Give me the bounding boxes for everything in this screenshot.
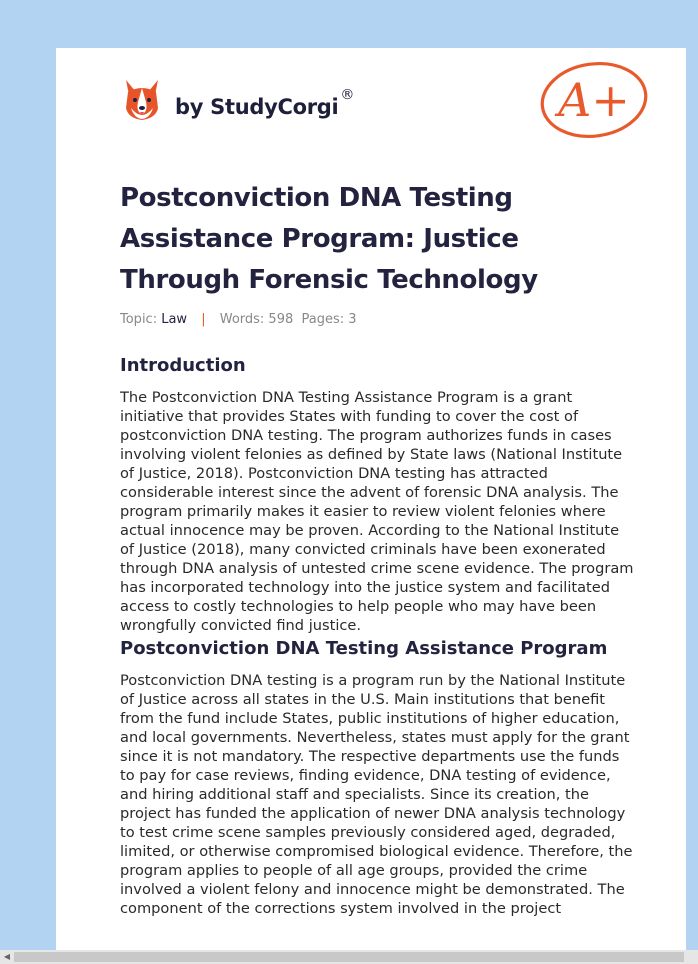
section-heading-introduction: Introduction [120,355,246,376]
topic-label: Topic: [120,312,158,327]
meta-separator: | [201,312,206,327]
article-meta [120,312,357,327]
registered-mark: ® [340,87,355,103]
word-count: Words: 598 [219,312,294,327]
grade-text: A+ [558,73,630,127]
section-text-program: Postconviction DNA testing is a program run by the National Institute of Justice across all states in the U.S. Main institutions that benefit from the fund include States, public institutions of higher education, and local governments. Nevertheless, states must apply for the grant since it is not mandatory. The respective departments use the funds to pay for case reviews, finding evidence, DNA testing of evidence, and hiring additional staff and specialists. Since its creation, the project has funded the application of newer DNA analysis technology to test crime scene samples previously considered aged, degraded, limited, or otherwise compromised biological evidence. Therefore, the program applies to people of all age groups, provided the crime involved a violent felony and innocence might be demonstrated. The component of the corrections system involved in the project [120,672,633,917]
grade-badge [538,58,650,146]
studycorgi-logo[interactable] [122,76,162,124]
horizontal-scrollbar[interactable] [0,950,698,964]
brand-name[interactable] [175,87,355,119]
corgi-icon [122,78,162,122]
grade-icon [538,58,650,142]
document-page [56,48,686,950]
topic-link[interactable]: Law [161,312,188,327]
page-count: Pages: 3 [301,312,357,327]
section-heading-program: Postconviction DNA Testing Assistance Program [120,638,608,659]
scroll-left-arrow-icon[interactable]: ◀ [3,952,11,961]
brand-text: by StudyCorgi [175,95,339,119]
article-title: Postconviction DNA Testing Assistance Program: Justice Through Forensic Technology [120,183,538,295]
scrollbar-thumb[interactable] [14,952,684,962]
section-text-introduction: The Postconviction DNA Testing Assistance Program is a grant initiative that provides States with funding to cover the cost of postconviction DNA testing. The program authorizes funds in cases involving violent felonies as defined by State laws (National Institute of Justice, 2018). Postconviction DNA testing has attracted considerable interest since the advent of forensic DNA analysis. The program primarily makes it easier to review violent felonies where actual innocence may be proven. According to the National Institute of Justice (2018), many convicted criminals have been exonerated through DNA analysis of untested crime scene evidence. The program has incorporated technology into the justice system and facilitated access to costly technologies to help people who may have been wrongfully convicted find justice. [120,389,634,634]
article-body [120,354,636,918]
